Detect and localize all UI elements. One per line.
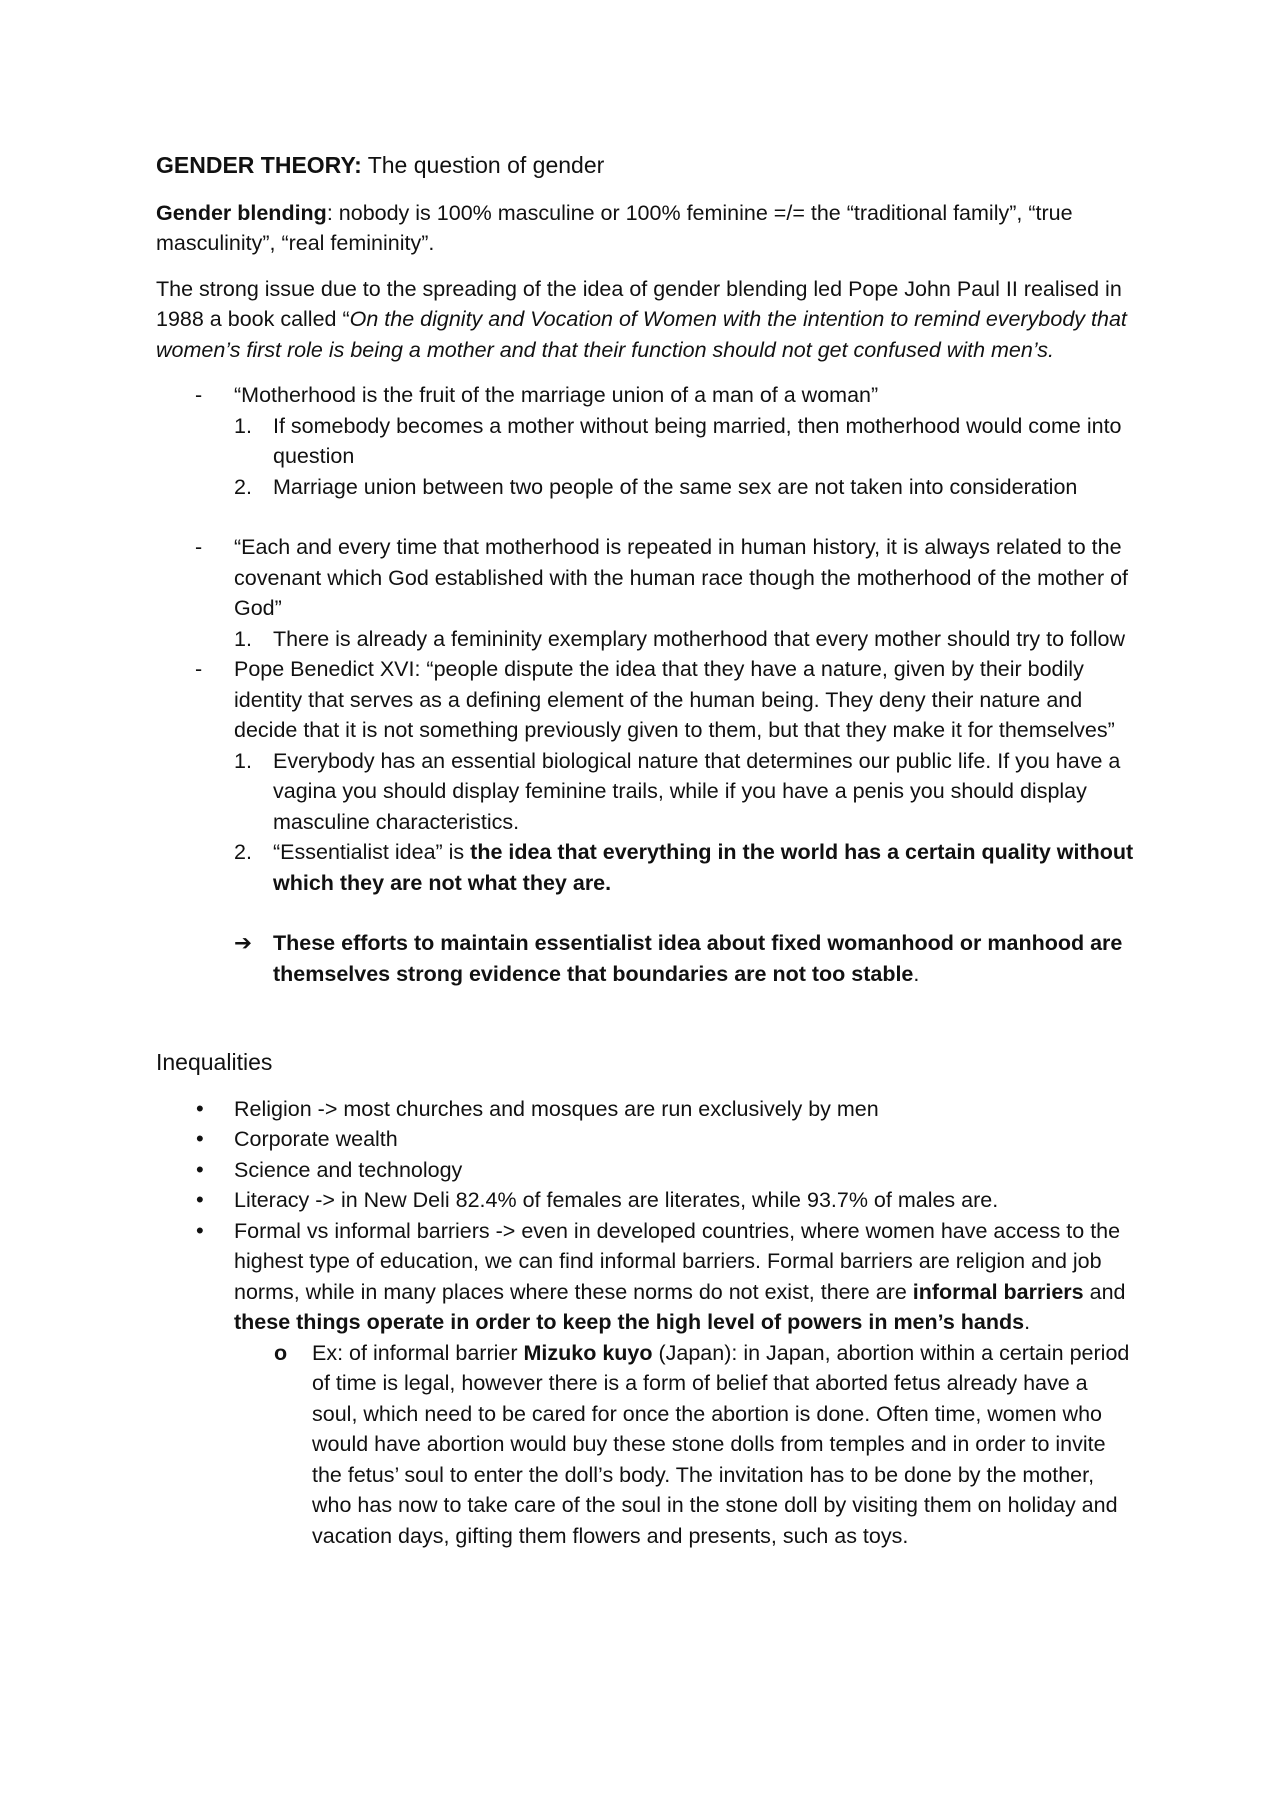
- issue-paragraph: The strong issue due to the spreading of the idea of gender blending led Pope John Paul II realised in 1988 a book called “On the dignity and Vocation of Women with the intention to remind everybody that women’s first role is being a mother and that their function should not get confused with men’s.: [156, 276, 1127, 362]
- quote-item: - “Motherhood is the fruit of the marriage union of a man of a woman”: [156, 380, 1136, 411]
- conclusion-item: ➔ These efforts to maintain essentialist idea about fixed womanhood or manhood are themselves strong evidence that boundaries are not too stable.: [156, 928, 1136, 989]
- list-item: • Science and technology: [156, 1155, 1136, 1186]
- numbered-item: 1. There is already a femininity exemplary motherhood that every mother should try to follow: [234, 626, 1126, 651]
- numbered-item: 1. If somebody becomes a mother without being married, then motherhood would come into question: [234, 413, 1122, 468]
- quote-item: - Pope Benedict XVI: “people dispute the idea that they have a nature, given by their bodily identity that serves as a defining element of the human being. They deny their nature and decide that it is not something previously given to them, but that they make it for themselves”: [156, 654, 1136, 746]
- document-body: [156, 150, 1136, 1551]
- quote-item: - “Each and every time that motherhood is repeated in human history, it is always related to the covenant which God established with the human race though the motherhood of the mother of God”: [156, 532, 1136, 624]
- list-item: • Religion -> most churches and mosques are run exclusively by men: [156, 1094, 1136, 1125]
- dash-marker: -: [195, 383, 203, 407]
- bullet-icon: •: [196, 1156, 204, 1182]
- page-title: GENDER THEORY: The question of gender: [156, 152, 605, 178]
- dash-marker: -: [195, 535, 203, 559]
- arrow-right-icon: ➔: [234, 931, 253, 955]
- bullet-icon: •: [196, 1095, 204, 1121]
- gender-blending-paragraph: Gender blending: nobody is 100% masculine or 100% feminine =/= the “traditional family”, “true masculinity”, “real femininity”.: [156, 200, 1073, 255]
- sub-list-item: o Ex: of informal barrier Mizuko kuyo (Japan): in Japan, abortion within a certain period of time is legal, however there is a form of belief that aborted fetus already have a soul, which need to be cared for once the abortion is done. Often time, women who would have abortion would buy these stone dolls from temples and in order to invite the fetus’ soul to enter the doll’s body. The invitation has to be done by the mother, who has now to take care of the soul in the stone doll by visiting them on holiday and vacation days, gifting them flowers and presents, such as toys.: [156, 1338, 1136, 1552]
- dash-marker: -: [195, 657, 203, 681]
- bullet-icon: •: [196, 1187, 204, 1212]
- numbered-item: 1. Everybody has an essential biological nature that determines our public life. If you have a vagina you should display feminine trails, while if you have a penis you should display masculine characteristics.: [234, 748, 1121, 834]
- inequalities-heading: Inequalities: [156, 1049, 273, 1075]
- bullet-icon: •: [196, 1217, 204, 1243]
- list-item: • Formal vs informal barriers -> even in developed countries, where women have access to the highest type of education, we can find informal barriers. Formal barriers are religion and job norms, while in many places where these norms do not exist, there are informal barriers and these things operate in order to keep the high level of powers in men’s hands.: [196, 1217, 1126, 1334]
- list-item: • Literacy -> in New Deli 82.4% of females are literates, while 93.7% of males are.: [156, 1185, 1136, 1216]
- numbered-item: 2. Marriage union between two people of the same sex are not taken into consideration: [234, 474, 1078, 499]
- numbered-item: 2. “Essentialist idea” is the idea that everything in the world has a certain quality without which they are not what they are.: [234, 840, 1134, 895]
- list-item: • Corporate wealth: [156, 1124, 1136, 1155]
- circle-bullet-icon: o: [274, 1340, 288, 1365]
- bullet-icon: •: [196, 1126, 204, 1151]
